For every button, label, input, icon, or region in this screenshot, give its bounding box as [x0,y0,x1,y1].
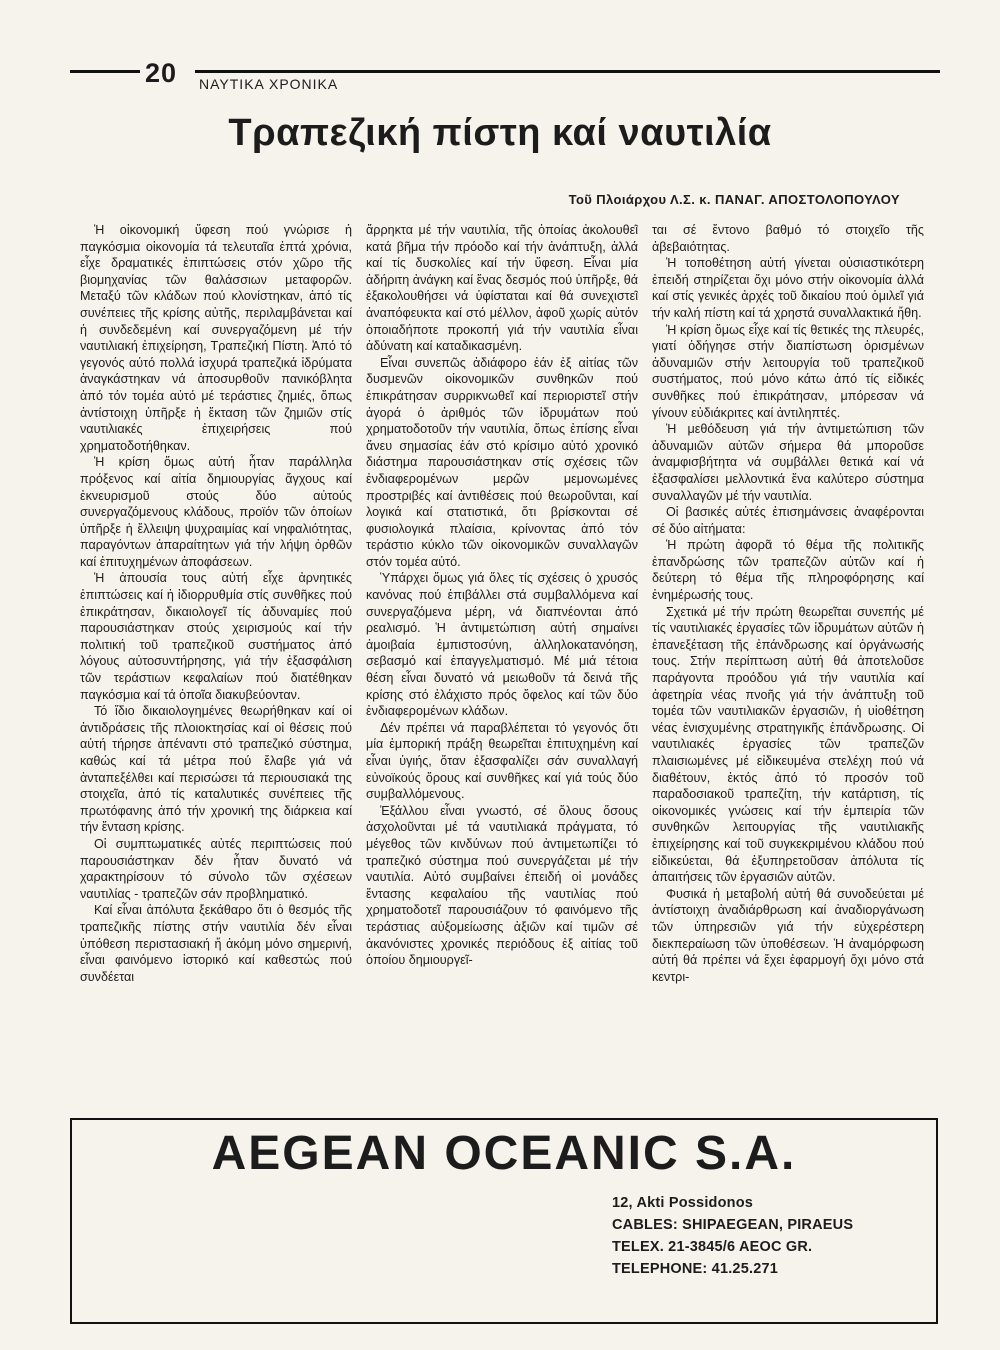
paragraph: Εἶναι συνεπῶς ἀδιάφορο ἐάν ἐξ αἰτίας τῶν δυσμενῶν οἰκονομικῶν συνθηκῶν πού ἐπικράτησαν συρρικνωθεῖ καί περιοριστεῖ στήν ἀγορά ὁ ἀριθμός τῶν ἱδρυμάτων πού χρηματοδοτοῦν τήν ναυτιλία, ὅπως ἐπίσης εἶναι ἄνευ σημασίας ἐάν στό κρίσιμο αὐτό χρονικό διάστημα παρουσιάστηκαν στίς σχέσεις τῶν ἐνδιαφερομένων μερῶν μεμονωμένες προστριβές καί ἀντιθέσεις πού θεωροῦνται, καί λογικά καί στατιστικά, ὅτι βρίσκονται σέ φυσιολογικά πλαίσια, κρίνοντας ἀπό τόν τεράστιο κύκλο τῶν οἰκονομικῶν συναλλαγῶν στόν τομέα αὐτό. [366,355,638,569]
ad-cables: CABLES: SHIPAEGEAN, PIRAEUS [612,1217,854,1233]
paragraph: Ἡ τοποθέτηση αὐτή γίνεται οὐσιαστικότερη ἐπειδή στηρίζεται ὄχι μόνο στήν οἰκονομία ἀλλά καί στίς γενικές ἀρχές τοῦ δικαίου πού ὁμιλεῖ γιά τήν καλή πίστη καί τά χρηστά συναλλακτικά ἤθη. [652,256,924,320]
paragraph: Ἡ ἀπουσία τους αὐτή εἶχε ἀρνητικές ἐπιπτώσεις καί ἡ ἰδιορρυθμία στίς συνθῆκες πού ἐπικράτησαν, δικαιολογεῖ τίς ἀδυναμίες πού παρουσιάστηκαν στούς χειρισμούς καί τήν πολιτική τοῦ τραπεζικοῦ συστήματος ἀπό λόγους αὐτοσυντήρησης, γιά τήν ἐξασφάλιση τῶν τεράστιων κεφαλαίων πού διατέθηκαν παγκόσμια καί τά ὁποῖα διακυβεύονταν. [80,571,352,702]
paragraph: Δέν πρέπει νά παραβλέπεται τό γεγονός ὅτι μία ἐμπορική πράξη θεωρεῖται ἐπιτυχημένη καί εἶναι ὑγιής, ὅταν ἐξασφαλίζει σάν συναλλαγή εὐνοϊκούς ὅρους καί συνθῆκες καί γιά τούς δύο συμβαλλόμενους. [366,720,638,802]
ad-contact-block [612,1192,853,1280]
paragraph: Οἱ βασικές αὐτές ἐπισημάνσεις ἀναφέρονται σέ δύο αἰτήματα: [652,505,924,536]
column-2 [366,222,638,1112]
ad-company-name: AEGEAN OCEANIC S.A. [211,1127,797,1180]
paragraph: Ἡ πρώτη ἀφορᾶ τό θέμα τῆς πολιτικῆς ἐπανδρώσης τῶν τραπεζῶν αὐτῶν καί ἡ δεύτερη τό θέμα τῆς πληροφόρησης καί ἐνημέρωσής τους. [652,538,924,603]
ad-telex: TELEX. 21-3845/6 AEOC GR. [612,1239,813,1255]
header-rule-left [70,70,140,73]
paragraph: ται σέ ἔντονο βαθμό τό στοιχεῖο τῆς ἀβεβαιότητας. [652,223,924,254]
paragraph: Ἡ οἰκονομική ὕφεση πού γνώρισε ἡ παγκόσμια οἰκονομία τά τελευταῖα ἑπτά χρόνια, εἶχε δραματικές ἐπιπτώσεις στόν χῶρο τῆς βιομηχανίας τῶν θαλάσσιων μεταφορῶν. Μεταξύ τῶν κλάδων πού κλονίστηκαν, ἀπό τίς συνέπειες τῆς κρίσης αὐτῆς, περιλαμβάνεται καί ἡ συνδεδεμένη καί συνεργαζόμενη μέ τήν ναυτιλιακή ἐπιχείρηση, Τραπεζική Πίστη. Ἀπό τό γεγονός αὐτό πολλά ἰσχυρά τραπεζικά ἱδρύματα ἀναγκάστηκαν νά ἀποσυρθοῦν πανικόβλητα ἀπό τόν τομέα αὐτό μέ τεράστιες ζημιές, ὅπως ἀντίστοιχη ὑπῆρξε ἡ ἔκταση τῶν ζημιῶν στίς ναυτιλιακές ἐπιχειρήσεις πού χρηματοδοτήθηκαν. [80,223,352,453]
paragraph: Ἡ κρίση ὅμως εἶχε καί τίς θετικές της πλευρές, γιατί ὁδήγησε στήν διαπίστωση ὁρισμένων ἀδυναμιῶν στήν λειτουργία τοῦ τραπεζικοῦ συστήματος, πού μόνο κάτω ἀπό τίς εἰδικές συνθῆκες πού ἐπικράτησαν, μπόρεσαν νά γίνουν εὐδιάκριτες καί ἀντιληπτές. [652,322,924,420]
article-byline: Τοῦ Πλοιάρχου Λ.Σ. κ. ΠΑΝΑΓ. ΑΠΟΣΤΟΛΟΠΟΥΛΟΥ [568,192,900,207]
paragraph: Φυσικά ἡ μεταβολή αὐτή θά συνοδεύεται μέ ἀντίστοιχη ἀναδιάρθρωση καί ἀναδιοργάνωση τῶν ὑπηρεσιῶν γιά τήν εὐχερέστερη διεκπεραίωση τῶν ὑποθέσεων. Ἡ ἀναμόρφωση αὐτή θά πρέπει νά ἔχει ἐφαρμογή ὄχι μόνο στά κεντρι- [652,886,924,984]
paragraph: Οἱ συμπτωματικές αὐτές περιπτώσεις πού παρουσιάστηκαν δέν ἦταν δυνατό νά χαρακτηρίσουν τό σύνολο τῶν σχέσεων ναυτιλίας - τραπεζῶν σάν προβληματικό. [80,836,352,901]
paragraph: Ἡ κρίση ὅμως αὐτή ἦταν παράλληλα πρόξενος καί αἰτία δημιουργίας ἄγχους καί ἐκνευρισμοῦ στούς δύο αὐτούς συνεργαζόμενους κλάδους, προϊόν τῶν ὁποίων ὑπῆρξε ἡ ἔλλειψη ψυχραιμίας καί νηφαλιότητας, παραγόντων ἀπαραίτητων γιά τήν λήψη ὀρθῶν καί ἐπιτυχημένων ἀποφάσεων. [80,455,352,569]
advertisement-box [70,1118,938,1324]
header-rule-right [195,70,940,73]
page-number: 20 [145,58,178,88]
ad-telephone: TELEPHONE: 41.25.271 [612,1261,778,1277]
ad-address: 12, Akti Possidonos [612,1195,754,1211]
article-title: Τραπεζική πίστη καί ναυτιλία [228,112,772,154]
paragraph: Ὑπάρχει ὅμως γιά ὅλες τίς σχέσεις ὁ χρυσός κανόνας πού ἐπιβάλλει στά συμβαλλόμενα καί συνεργαζόμενα μέρη, νά διαπνέονται ἀπό ρεαλισμό. Ἡ ἀντιμετώπιση αὐτή σημαίνει ἀμοιβαία ἐμπιστοσύνη, ἀλληλοκατανόηση, σεβασμό καί ἐπαγγελματισμό. Μέ μιά τέτοια θέση εἶναι δυνατό νά μειωθοῦν τά δεινά τῆς κρίσης στό ἐλάχιστο πρός ὄφελος καί τῶν δύο ἐνδιαφερομένων κλάδων. [366,571,638,719]
paragraph: Καί εἶναι ἀπόλυτα ξεκάθαρο ὅτι ὁ θεσμός τῆς τραπεζικῆς πίστης στήν ναυτιλία δέν εἶναι ὑπόθεση περιστασιακή ἤ ἀκόμη μόνο σημερινή, εἶναι φαινόμενο ἱστορικό καί καθεστώς πού συνδέεται [80,903,352,984]
paragraph: Σχετικά μέ τήν πρώτη θεωρεῖται συνεπής μέ τίς ναυτιλιακές ἐργασίες τῶν ἱδρυμάτων αὐτῶν ἡ ἐπανεξέταση τῆς ἐπάνδρωσης καί ὀργάνωσής τους. Στήν περίπτωση αὐτή θά ἀποτελοῦσε παράγοντα προόδου γιά τήν ναυτιλία καί ἀφετηρία νέας πνοῆς γιά τήν ἀνάπτυξη τοῦ τομέα τῶν ναυτιλιακῶν ἐργασιῶν, ἡ υἱοθέτηση νέας ἐνισχυμένης στρατηγικῆς ἐπάνδρωσης. Οἱ ναυτιλιακές ἐργασίες τῶν τραπεζῶν πλαισιωμένες μέ εἰδικευμένα στελέχη πού νά διαθέτουν, ἐκτός ἀπό τό προσόν τοῦ παραδοσιακοῦ τραπεζίτη, τήν κατάρτιση, τίς οἰκονομικές γνώσεις καί τήν ἐμπειρία τῶν συνθηκῶν λειτουργίας τῆς ναυτιλιακῆς ἐπιχείρησης καί τοῦ συγκεκριμένου κλάδου πού εἰδικεύεται, θά ἐξυπηρετοῦσαν ἀπόλυτα τίς ἀπαιτήσεις τῶν ἐργασιῶν αὐτῶν. [652,604,924,885]
journal-name: ΝΑΥΤΙΚΑ ΧΡΟΝΙΚΑ [199,76,339,92]
column-3 [652,222,924,1112]
paragraph: Ἐξάλλου εἶναι γνωστό, σέ ὅλους ὅσους ἀσχολοῦνται μέ τά ναυτιλιακά πράγματα, τό μέγεθος τῶν κινδύνων πού ἀντιμετωπίζει τό τραπεζικό σύστημα πού συνεργάζεται μέ τήν ναυτιλία. Αὐτό συμβαίνει ἐπειδή οἱ μονάδες ἔντασης κεφαλαίου τῆς ναυτιλίας πού χρηματοδοτεῖ παρουσιάζουν τό φαινόμενο τῆς τεράστιας αὐξομείωσης ἀξιῶν καί τιμῶν σέ ἀκανόνιστες χρονικές περιόδους ἐξ αἰτίας τοῦ ὁποίου δημιουργεῖ- [366,803,638,968]
paragraph: Τό ἴδιο δικαιολογημένες θεωρήθηκαν καί οἱ ἀντιδράσεις τῆς πλοιοκτησίας καί οἱ θέσεις πού αὐτή τήρησε ἀπέναντι στό τραπεζικό σύστημα, καθώς καί τά μέτρα πού ἔλαβε γιά νά ἀνταπεξέλθει καί περισώσει τά περιουσιακά της στοιχεῖα, ἀπό τίς καταλυτικές συνέπειες τῆς πρωτόφανης ἀπό τήν χρονική της διάρκεια καί τήν ἔνταση κρίσης. [80,704,352,835]
paragraph: Ἡ μεθόδευση γιά τήν ἀντιμετώπιση τῶν ἀδυναμιῶν αὐτῶν σήμερα θά μποροῦσε ἀναμφισβήτητα νά συμβάλλει θετικά καί νά ἐξασφαλίσει μελλοντικά ἕνα καλύτερο σύστημα συναλλαγῶν μέ τήν ναυτιλία. [652,422,924,503]
article-body [80,222,925,1112]
column-1 [80,222,352,1112]
paragraph: ἄρρηκτα μέ τήν ναυτιλία, τῆς ὁποίας ἀκολουθεῖ κατά βῆμα τήν πρόοδο καί τήν ἀνάπτυξη, ἀλλά καί τίς δυσκολίες καί τήν ὕφεση. Εἶναι μία ἀδήριτη ἀνάγκη καί ἕνας δεσμός πού ὑπῆρξε, θά ἐξακολουθήσει νά ὑφίσταται καί θά συνεχιστεῖ ἀναπόφευκτα καί στό μέλλον, ἀφοῦ χωρίς αὐτόν ὁποιαδήποτε προκοπή γιά τήν ναυτιλία εἶναι ἀδύνατη καί καταδικασμένη. [366,223,638,354]
